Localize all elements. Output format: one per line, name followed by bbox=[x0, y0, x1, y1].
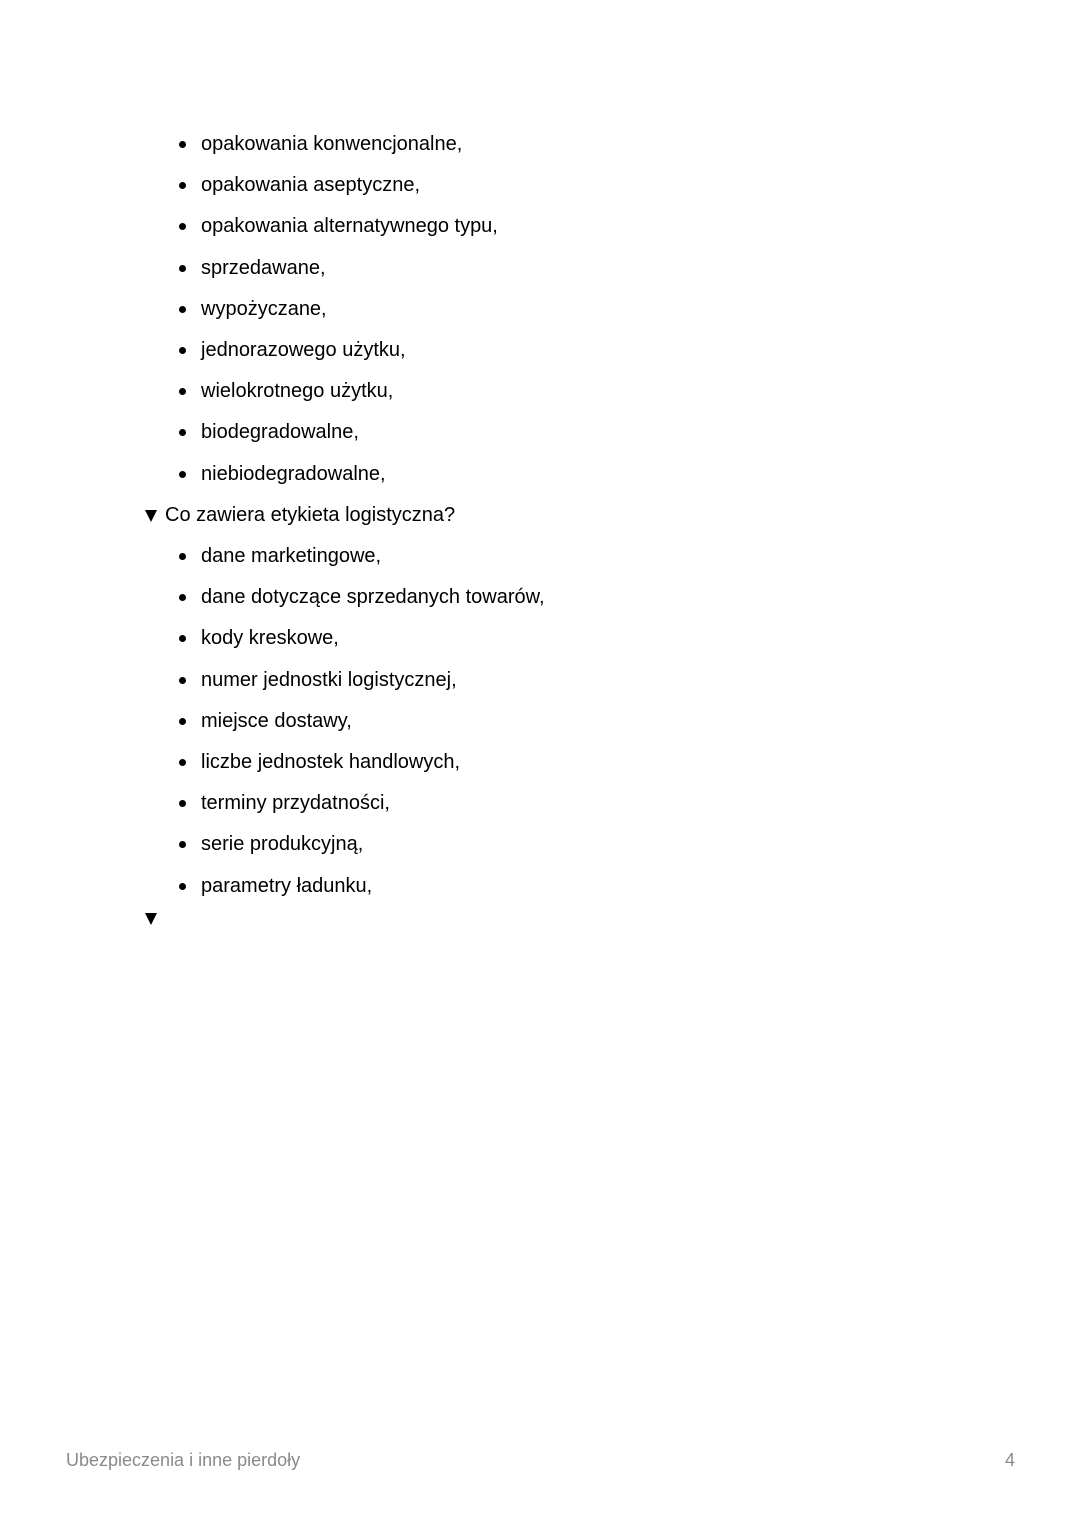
bullet-dot-icon bbox=[179, 553, 186, 560]
list-item-text: dane dotyczące sprzedanych towarów, bbox=[201, 586, 545, 609]
bullet-dot-icon bbox=[179, 800, 186, 807]
bullet-dot-icon bbox=[179, 429, 186, 436]
list-item bbox=[0, 701, 1080, 742]
bullet-dot-icon bbox=[179, 594, 186, 601]
bullet-dot-icon bbox=[179, 677, 186, 684]
list-item-text: parametry ładunku, bbox=[201, 874, 373, 897]
bullet-dot-icon bbox=[179, 306, 186, 313]
bullet-dot-icon bbox=[179, 759, 186, 766]
toggle-heading-logistics-label[interactable] bbox=[0, 500, 1080, 530]
footer-document-title: Ubezpieczenia i inne pierdoły bbox=[66, 1450, 301, 1470]
list-item bbox=[0, 783, 1080, 824]
list-item bbox=[0, 165, 1080, 206]
list-item-text: serie produkcyjną, bbox=[201, 833, 364, 856]
list-item bbox=[0, 824, 1080, 865]
list-item-text: wielokrotnego użytku, bbox=[201, 380, 394, 403]
list-item bbox=[0, 536, 1080, 577]
toggle-triangle-down-icon[interactable] bbox=[145, 510, 157, 522]
bullet-dot-icon bbox=[179, 223, 186, 230]
list-item-text: liczbe jednostek handlowych, bbox=[201, 750, 461, 773]
list-item bbox=[0, 866, 1080, 907]
bullet-dot-icon bbox=[179, 841, 186, 848]
list-item bbox=[0, 618, 1080, 659]
toggle-heading-text: Co zawiera etykieta logistyczna? bbox=[165, 504, 456, 526]
list-item-text: opakowania konwencjonalne, bbox=[201, 133, 463, 155]
list-item bbox=[0, 412, 1080, 453]
list-item-text: niebiodegradowalne, bbox=[201, 462, 386, 485]
list-item bbox=[0, 289, 1080, 330]
toggle-triangle-down-icon[interactable] bbox=[145, 913, 157, 925]
bullet-dot-icon bbox=[179, 635, 186, 642]
list-item-text: biodegradowalne, bbox=[201, 421, 359, 444]
bullet-dot-icon bbox=[179, 388, 186, 395]
list-item-text: jednorazowego użytku, bbox=[201, 338, 406, 361]
toggle-heading-empty[interactable] bbox=[0, 903, 1080, 933]
list-item-text: wypożyczane, bbox=[201, 297, 327, 320]
list-item bbox=[0, 248, 1080, 289]
list-item-text: kody kreskowe, bbox=[201, 627, 339, 650]
list-item-text: miejsce dostawy, bbox=[201, 709, 352, 732]
bullet-list-packaging-types bbox=[0, 124, 1080, 495]
bullet-dot-icon bbox=[179, 265, 186, 272]
bullet-dot-icon bbox=[179, 718, 186, 725]
page-footer bbox=[0, 1446, 1080, 1474]
bullet-dot-icon bbox=[179, 347, 186, 354]
list-item-text: dane marketingowe, bbox=[201, 545, 382, 567]
list-item bbox=[0, 330, 1080, 371]
bullet-dot-icon bbox=[179, 471, 186, 478]
list-item-text: numer jednostki logistycznej, bbox=[201, 668, 457, 691]
page-number: 4 bbox=[1004, 1450, 1015, 1470]
list-item bbox=[0, 577, 1080, 618]
list-item bbox=[0, 660, 1080, 701]
list-item bbox=[0, 454, 1080, 495]
list-item bbox=[0, 371, 1080, 412]
list-item-text: terminy przydatności, bbox=[201, 792, 390, 815]
bullet-dot-icon bbox=[179, 883, 186, 890]
bullet-dot-icon bbox=[179, 182, 186, 189]
list-item bbox=[0, 742, 1080, 783]
list-item-text: opakowania aseptyczne, bbox=[201, 174, 421, 197]
bullet-dot-icon bbox=[179, 141, 186, 148]
bullet-list-logistics-label-contents bbox=[0, 536, 1080, 907]
list-item-text: opakowania alternatywnego typu, bbox=[201, 215, 498, 238]
list-item bbox=[0, 124, 1080, 165]
list-item-text: sprzedawane, bbox=[201, 256, 326, 279]
list-item bbox=[0, 206, 1080, 247]
